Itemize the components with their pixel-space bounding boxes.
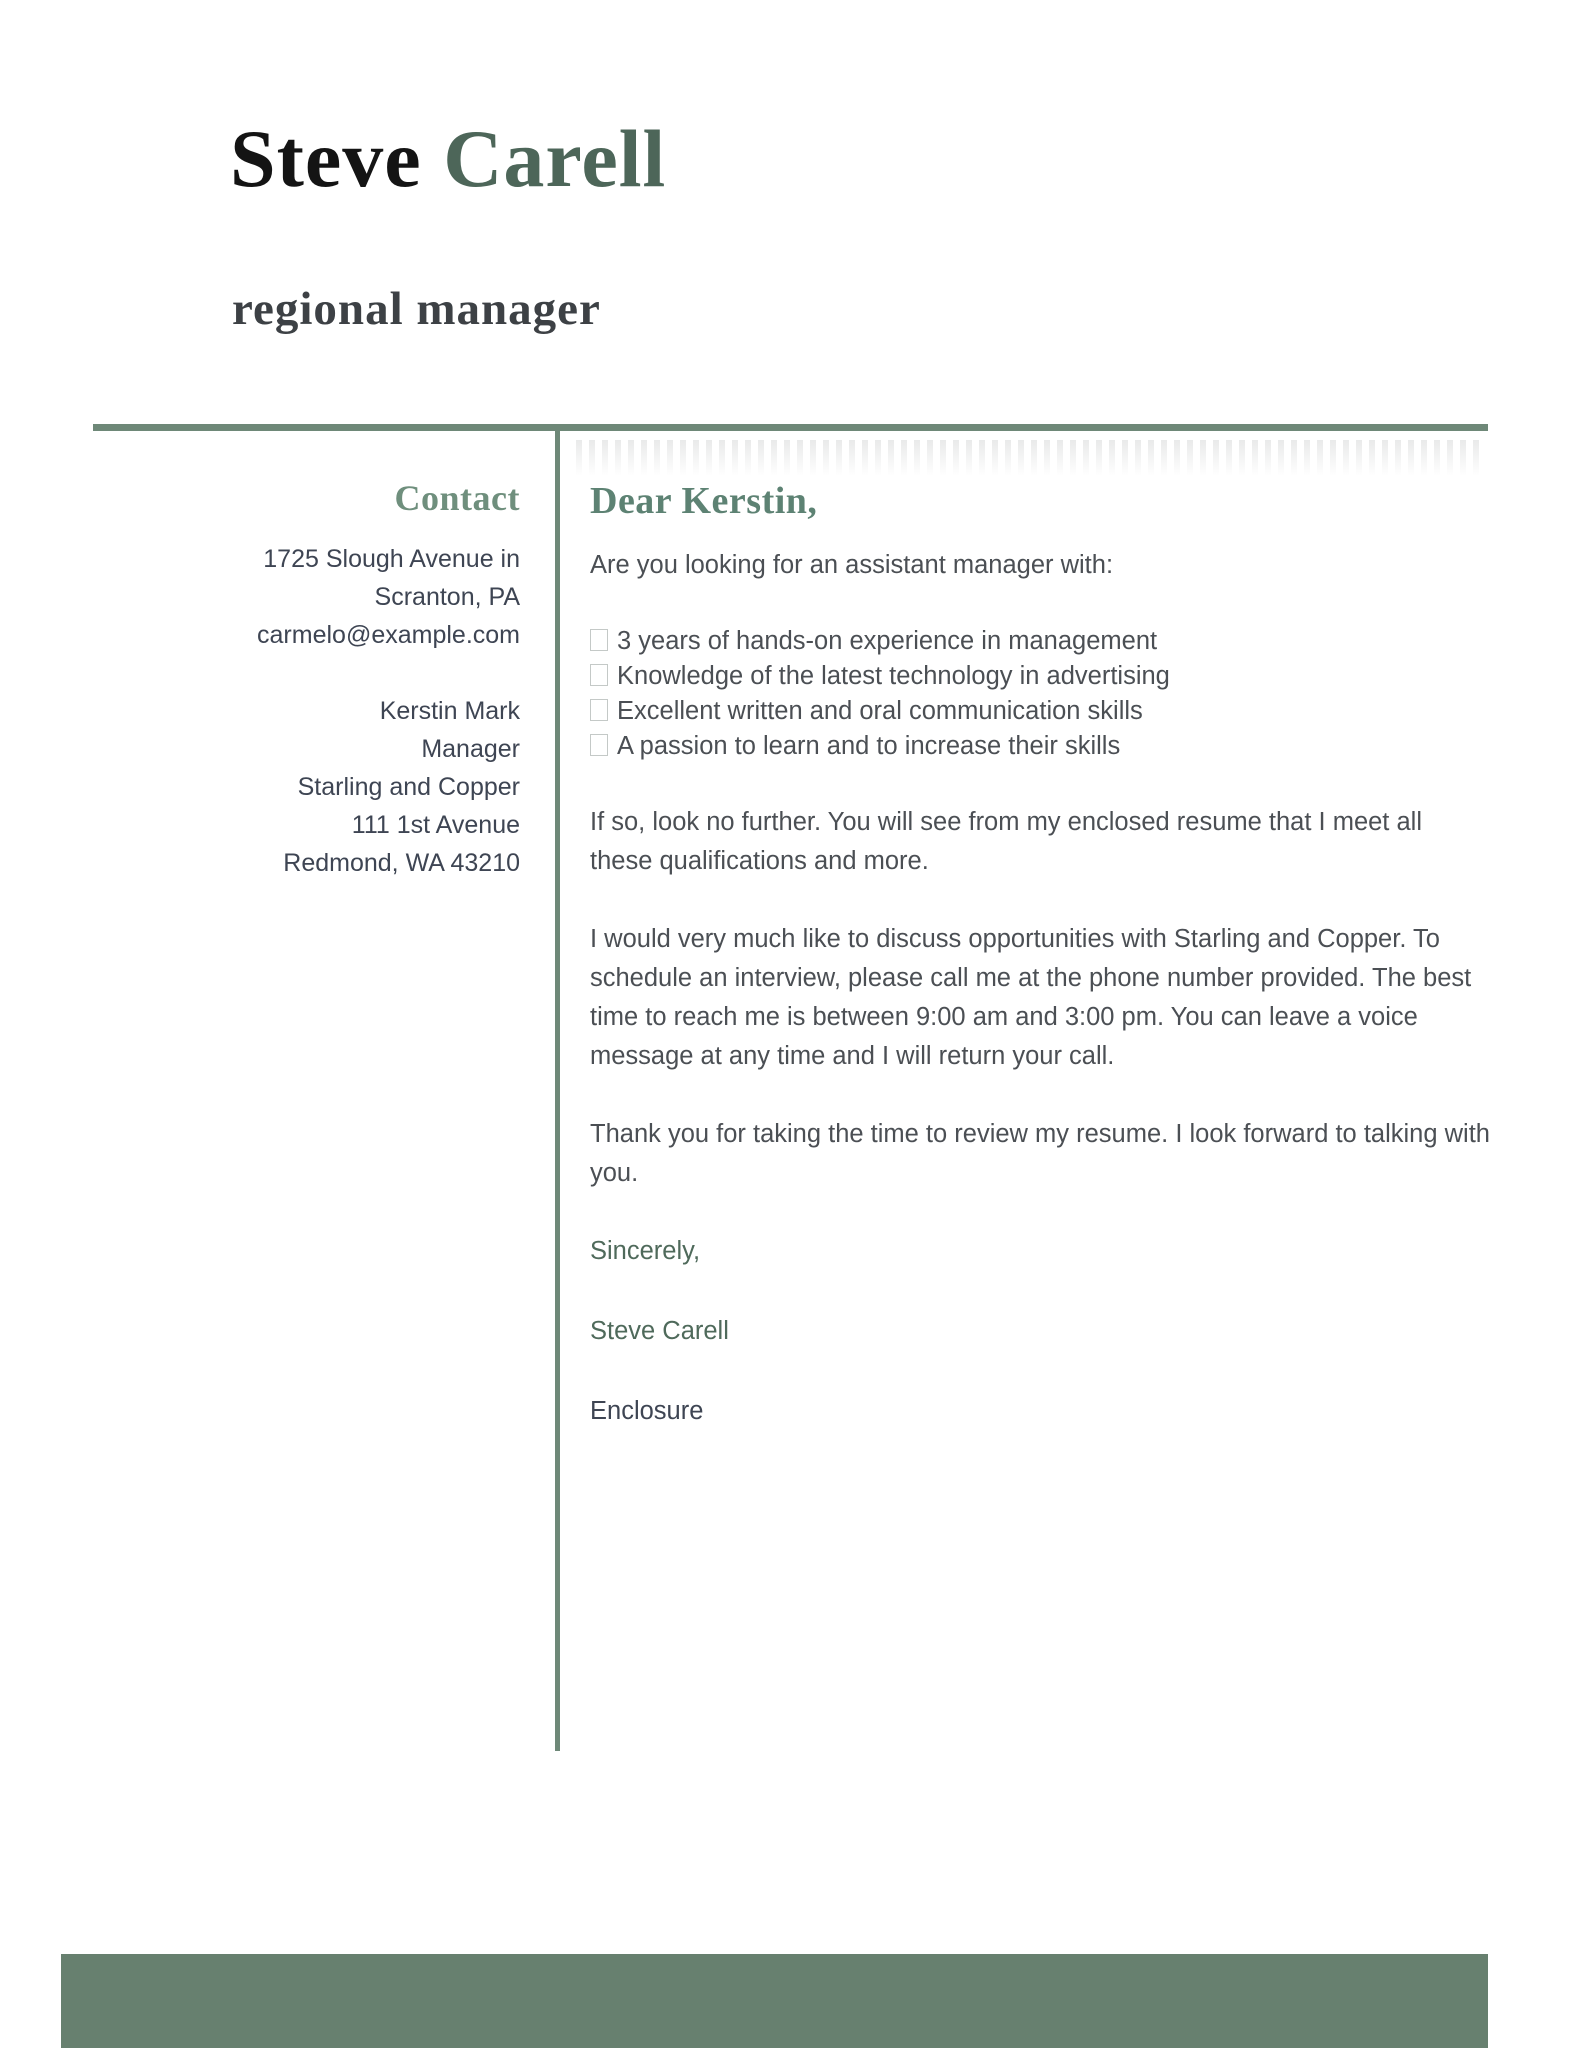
letter-closing: Sincerely, — [590, 1237, 701, 1265]
qualification-text: Excellent written and oral communication skills — [617, 697, 1143, 725]
faded-text-placeholder — [576, 440, 1486, 478]
qualification-text: A passion to learn and to increase their skills — [617, 732, 1121, 760]
letter-greeting: Dear Kerstin, — [590, 480, 818, 522]
contact-address-line: Scranton, PA — [374, 583, 520, 611]
qualification-item — [590, 729, 1490, 764]
bullet-box-icon — [590, 629, 608, 651]
letter-signature: Steve Carell — [590, 1317, 729, 1345]
qualification-item — [590, 624, 1490, 659]
bullet-box-icon — [590, 699, 608, 721]
letter-intro: Are you looking for an assistant manager with: — [590, 551, 1114, 579]
bullet-box-icon — [590, 664, 608, 686]
spacer — [93, 654, 520, 692]
recipient-line: Starling and Copper — [297, 773, 520, 801]
contact-email: carmelo@example.com — [257, 621, 520, 649]
bullet-box-icon — [590, 734, 608, 756]
qualification-list — [590, 624, 1490, 764]
recipient-line: Kerstin Mark — [379, 697, 520, 725]
qualification-text: 3 years of hands-on experience in management — [617, 627, 1158, 655]
qualification-item — [590, 694, 1490, 729]
letter-paragraph: Thank you for taking the time to review my resume. I look forward to talking with you. — [590, 1120, 1490, 1187]
qualification-text: Knowledge of the latest technology in advertising — [617, 662, 1170, 690]
recipient-line: Manager — [421, 735, 520, 763]
contact-heading: Contact — [394, 478, 520, 518]
letter-body — [590, 478, 1490, 1431]
letter-enclosure: Enclosure — [590, 1397, 704, 1425]
page-title — [230, 112, 666, 206]
first-name: Steve — [230, 113, 444, 204]
job-title: regional manager — [232, 283, 601, 335]
column-divider — [555, 431, 560, 1751]
letter-paragraph: I would very much like to discuss opportunities with Starling and Copper. To schedule an interview, please call me at the phone number provided. The best time to reach me is between 9:00 am and 3:00 pm. You can leave a voice message at any time and I will return your call. — [590, 925, 1472, 1070]
letter-paragraph: If so, look no further. You will see from my enclosed resume that I meet all these qualifications and more. — [590, 808, 1422, 875]
contact-section — [93, 478, 520, 882]
recipient-line: 111 1st Avenue — [351, 811, 520, 839]
qualification-item — [590, 659, 1490, 694]
contact-address-line: 1725 Slough Avenue in — [263, 545, 520, 573]
recipient-line: Redmond, WA 43210 — [283, 849, 520, 877]
header-rule — [93, 424, 1488, 431]
footer-band — [61, 1954, 1488, 2048]
last-name: Carell — [443, 113, 667, 204]
